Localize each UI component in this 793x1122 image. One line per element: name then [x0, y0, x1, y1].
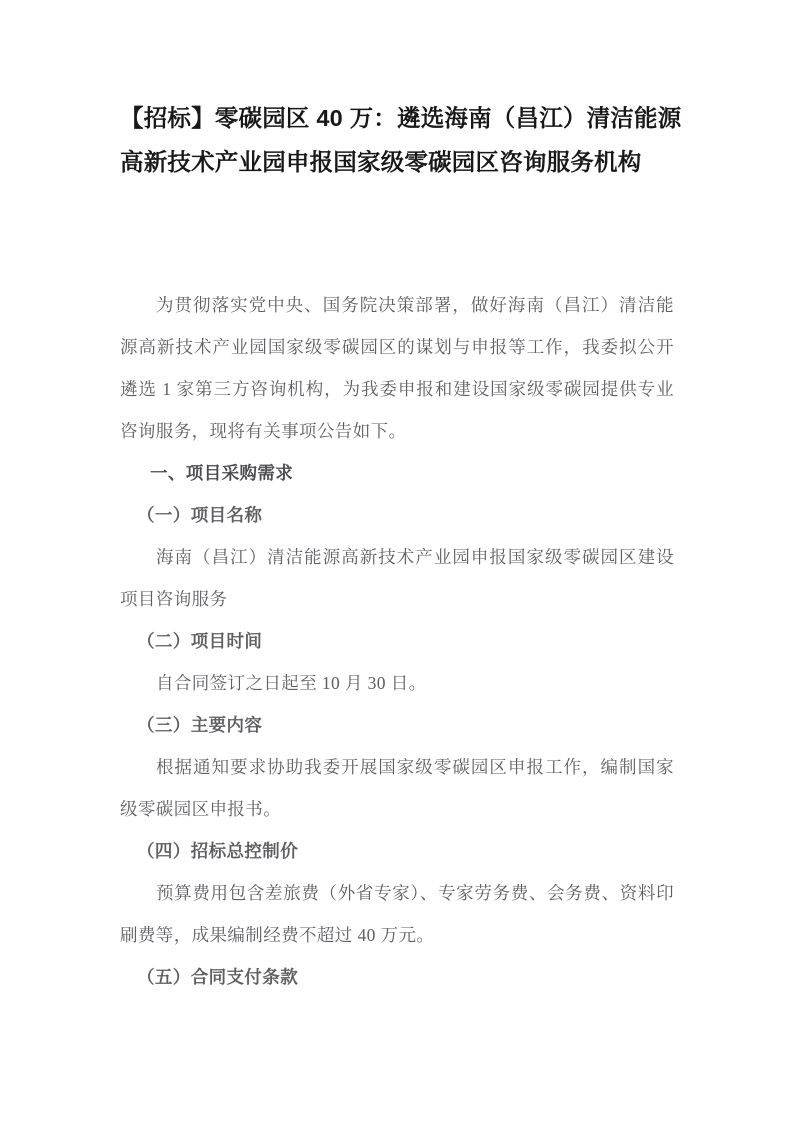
document-content	[120, 96, 682, 998]
intro-paragraph: 为贯彻落实党中央、国务院决策部署，做好海南（昌江）清洁能源高新技术产业园国家级零碳园区的谋划与申报等工作，我委拟公开遴选 1 家第三方咨询机构，为我委申报和建设国家级零碳园提供专业咨询服务，现将有关事项公告如下。	[120, 295, 674, 441]
subsection-body-price-cap: 预算费用包含差旅费（外省专家）、专家劳务费、会务费、资料印刷费等，成果编制经费不超过 40 万元。	[120, 883, 674, 945]
document-title	[120, 96, 682, 184]
subsection-body-project-time: 自合同签订之日起至 10 月 30 日。	[156, 673, 427, 693]
title-body-spacer	[120, 184, 674, 284]
subsection-body-project-name: 海南（昌江）清洁能源高新技术产业园申报国家级零碳园区建设项目咨询服务	[120, 547, 674, 609]
subsection-body-main-content: 根据通知要求协助我委开展国家级零碳园区申报工作，编制国家级零碳园区申报书。	[120, 757, 674, 819]
subsection-heading-project-time: （二）项目时间	[137, 631, 263, 651]
subsection-heading-main-content: （三）主要内容	[137, 715, 263, 735]
subsection-heading-payment-terms: （五）合同支付条款	[137, 967, 299, 987]
section-heading-procurement-requirements: 一、项目采购需求	[150, 463, 294, 483]
document-title-line-2: 高新技术产业园申报国家级零碳园区咨询服务机构	[120, 149, 642, 175]
subsection-heading-project-name: （一）项目名称	[137, 505, 263, 525]
subsection-heading-price-cap: （四）招标总控制价	[137, 841, 299, 861]
document-title-line-1: 【招标】零碳园区 40 万：遴选海南（昌江）清洁能源	[120, 105, 682, 131]
